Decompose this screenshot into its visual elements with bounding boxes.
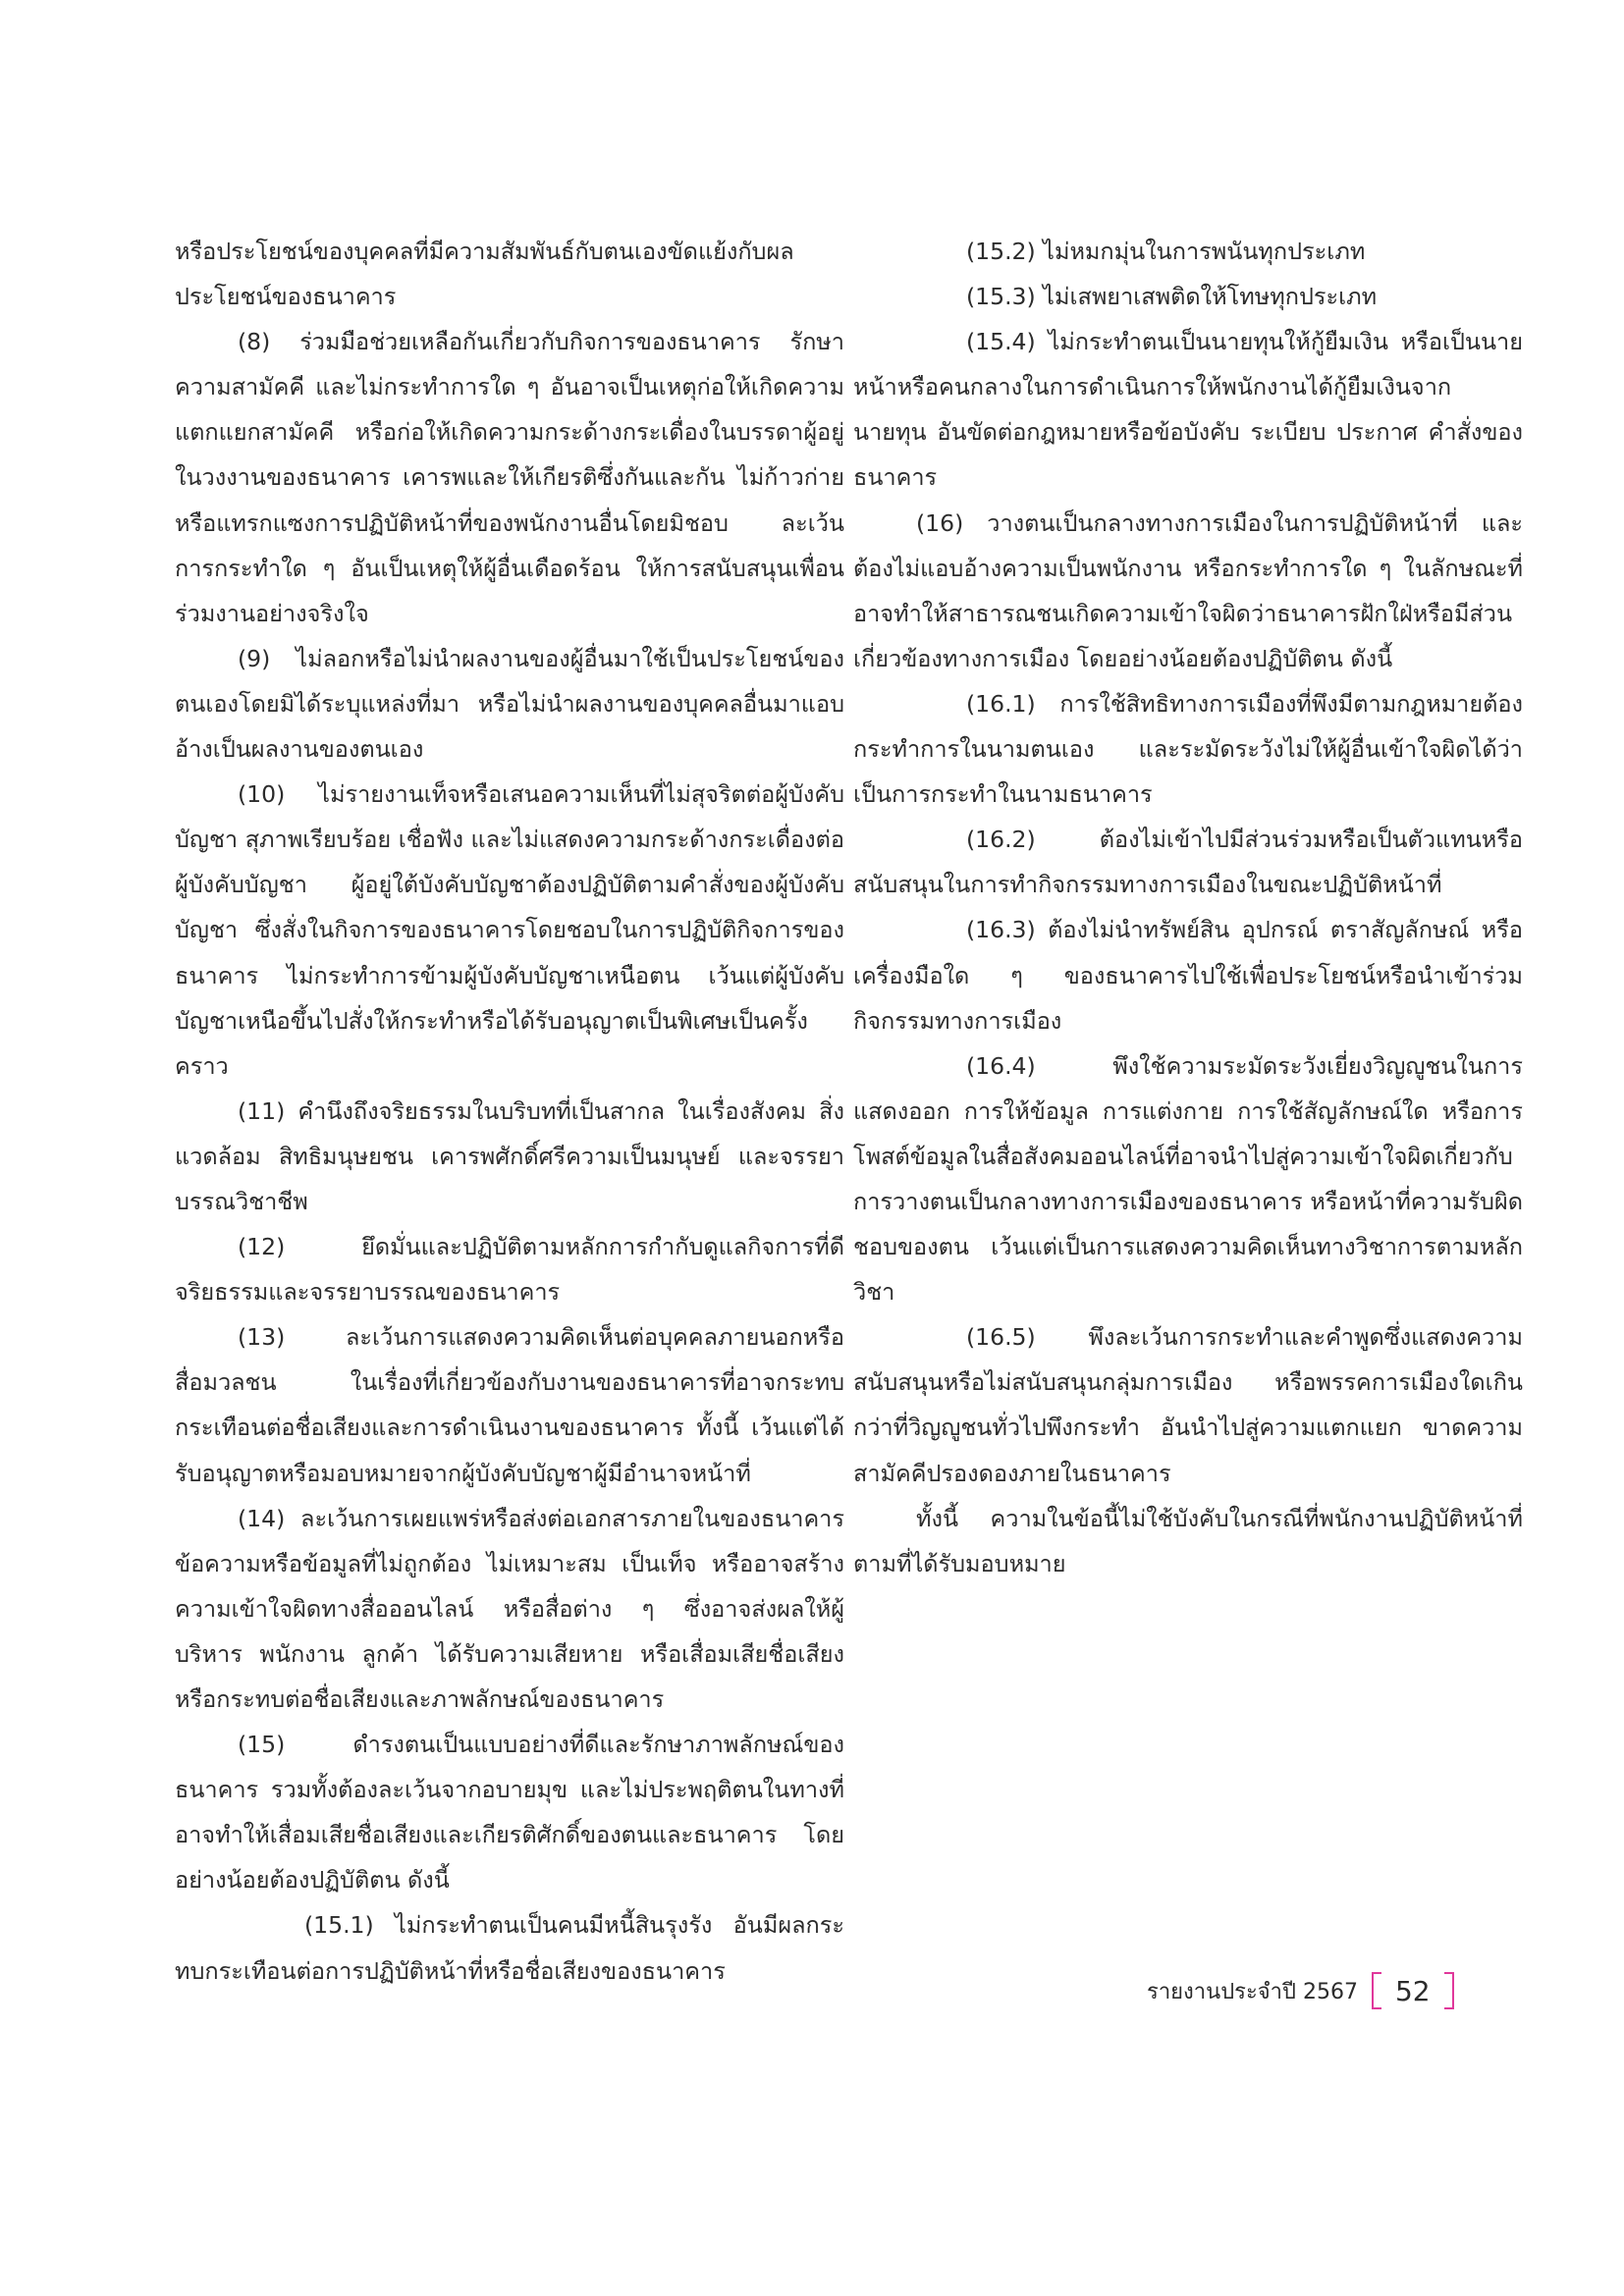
left-column (175, 229, 844, 1994)
paragraph: (13) ละเว้นการแสดงความคิดเห็นต่อบุคคลภายนอกหรือสื่อมวลชน ในเรื่องที่เกี่ยวข้องกับงานของธนาคารที่อาจกระทบกระเทือนต่อชื่อเสียงและการดำเนินงานของธนาคาร ทั้งนี้ เว้นแต่ได้รับอนุญาตหรือมอบหมายจากผู้บังคับบัญชาผู้มีอำนาจหน้าที่ (175, 1323, 844, 1487)
paragraph: (15.3) ไม่เสพยาเสพติดให้โทษทุกประเภท (966, 283, 1378, 311)
right-column (853, 229, 1523, 1586)
paragraph: (16) วางตนเป็นกลางทางการเมืองในการปฏิบัติหน้าที่ และต้องไม่แอบอ้างความเป็นพนักงาน หรือกระทำการใด ๆ ในลักษณะที่อาจทำให้สาธารณชนเกิดความเข้าใจผิดว่าธนาคารฝักใฝ่หรือมีส่วนเกี่ยวข้องทางการเมือง โดยอย่างน้อยต้องปฏิบัติตน ดังนี้ (853, 508, 1523, 672)
paragraph: หรือประโยชน์ของบุคคลที่มีความสัมพันธ์กับตนเองขัดแย้งกับผลประโยชน์ของธนาคาร (175, 238, 794, 311)
paragraph: (11) คำนึงถึงจริยธรรมในบริบทที่เป็นสากล ในเรื่องสังคม สิ่งแวดล้อม สิทธิมนุษยชน เคารพศักดิ์ศรีความเป็นมนุษย์ และจรรยาบรรณวิชาชีพ (175, 1096, 844, 1215)
left-bracket-icon (1372, 1972, 1381, 2009)
paragraph: (8) ร่วมมือช่วยเหลือกันเกี่ยวกับกิจการของธนาคาร รักษาความสามัคคี และไม่กระทำการใด ๆ อันอาจเป็นเหตุก่อให้เกิดความแตกแยกสามัคคี หรือก่อให้เกิดความกระด้างกระเดื่องในบรรดาผู้อยู่ในวงงานของธนาคาร เคารพและให้เกียรติซึ่งกันและกัน ไม่ก้าวก่ายหรือแทรกแซงการปฏิบัติหน้าที่ของพนักงานอื่นโดยมิชอบ ละเว้นการกระทำใด ๆ อันเป็นเหตุให้ผู้อื่นเดือดร้อน ให้การสนับสนุนเพื่อนร่วมงานอย่างจริงใจ (175, 328, 844, 627)
report-label: รายงานประจำปี 2567 (1147, 1979, 1358, 2004)
page-number: 52 (1394, 1974, 1431, 2007)
paragraph: (10) ไม่รายงานเท็จหรือเสนอความเห็นที่ไม่สุจริตต่อผู้บังคับบัญชา สุภาพเรียบร้อย เชื่อฟัง และไม่แสดงความกระด้างกระเดื่องต่อผู้บังคับบัญชา ผู้อยู่ใต้บังคับบัญชาต้องปฏิบัติตามคำสั่งของผู้บังคับบัญชา ซึ่งสั่งในกิจการของธนาคารโดยชอบในการปฏิบัติกิจการของธนาคาร ไม่กระทำการข้ามผู้บังคับบัญชาเหนือตน เว้นแต่ผู้บังคับบัญชาเหนือขึ้นไปสั่งให้กระทำหรือได้รับอนุญาตเป็นพิเศษเป็นครั้งคราว (175, 780, 844, 1080)
paragraph: (15.1) ไม่กระทำตนเป็นคนมีหนี้สินรุงรัง อันมีผลกระทบกระเทือนต่อการปฏิบัติหน้าที่หรือชื่อเสียงของธนาคาร (175, 1911, 844, 1985)
right-bracket-icon (1444, 1972, 1454, 2009)
paragraph: (16.3) ต้องไม่นำทรัพย์สิน อุปกรณ์ ตราสัญลักษณ์ หรือเครื่องมือใด ๆ ของธนาคารไปใช้เพื่อประโยชน์หรือนำเข้าร่วมกิจกรรมทางการเมือง (853, 916, 1523, 1035)
paragraph: (12) ยึดมั่นและปฏิบัติตามหลักการกำกับดูแลกิจการที่ดี จริยธรรมและจรรยาบรรณของธนาคาร (175, 1233, 844, 1307)
paragraph: (14) ละเว้นการเผยแพร่หรือส่งต่อเอกสารภายในของธนาคาร ข้อความหรือข้อมูลที่ไม่ถูกต้อง ไม่เหมาะสม เป็นเท็จ หรืออาจสร้างความเข้าใจผิดทางสื่อออนไลน์ หรือสื่อต่าง ๆ ซึ่งอาจส่งผลให้ผู้บริหาร พนักงาน ลูกค้า ได้รับความเสียหาย หรือเสื่อมเสียชื่อเสียง หรือกระทบต่อชื่อเสียงและภาพลักษณ์ของธนาคาร (175, 1504, 844, 1713)
paragraph: (16.1) การใช้สิทธิทางการเมืองที่พึงมีตามกฎหมายต้องกระทำการในนามตนเอง และระมัดระวังไม่ให้ผู้อื่นเข้าใจผิดได้ว่าเป็นการกระทำในนามธนาคาร (853, 689, 1523, 809)
paragraph: (16.2) ต้องไม่เข้าไปมีส่วนร่วมหรือเป็นตัวแทนหรือสนับสนุนในการทำกิจกรรมทางการเมืองในขณะปฏิบัติหน้าที่ (853, 826, 1523, 899)
paragraph: (15.2) ไม่หมกมุ่นในการพนันทุกประเภท (966, 238, 1366, 265)
paragraph: (15) ดำรงตนเป็นแบบอย่างที่ดีและรักษาภาพลักษณ์ของธนาคาร รวมทั้งต้องละเว้นจากอบายมุข และไม่ประพฤติตนในทางที่อาจทำให้เสื่อมเสียชื่อเสียงและเกียรติศักดิ์ของตนและธนาคาร โดยอย่างน้อยต้องปฏิบัติตน ดังนี้ (175, 1731, 844, 1895)
paragraph: (15.4) ไม่กระทำตนเป็นนายทุนให้กู้ยืมเงิน หรือเป็นนายหน้าหรือคนกลางในการดำเนินการให้พนักงานได้กู้ยืมเงินจากนายทุน อันขัดต่อกฎหมายหรือข้อบังคับ ระเบียบ ประกาศ คำสั่งของธนาคาร (853, 328, 1523, 492)
page-footer (1147, 1971, 1454, 2010)
paragraph: (16.4) พึงใช้ความระมัดระวังเยี่ยงวิญญูชนในการแสดงออก การให้ข้อมูล การแต่งกาย การใช้สัญลักษณ์ใด หรือการโพสต์ข้อมูลในสื่อสังคมออนไลน์ที่อาจนำไปสู่ความเข้าใจผิดเกี่ยวกับการวางตนเป็นกลางทางการเมืองของธนาคาร หรือหน้าที่ความรับผิดชอบของตน เว้นแต่เป็นการแสดงความคิดเห็นทางวิชาการตามหลักวิชา (853, 1051, 1523, 1307)
paragraph: (9) ไม่ลอกหรือไม่นำผลงานของผู้อื่นมาใช้เป็นประโยชน์ของตนเองโดยมิได้ระบุแหล่งที่มา หรือไม่นำผลงานของบุคคลอื่นมาแอบอ้างเป็นผลงานของตนเอง (175, 644, 844, 764)
paragraph: (16.5) พึงละเว้นการกระทำและคำพูดซึ่งแสดงความสนับสนุนหรือไม่สนับสนุนกลุ่มการเมือง หรือพรรคการเมืองใดเกินกว่าที่วิญญูชนทั่วไปพึงกระทำ อันนำไปสู่ความแตกแยก ขาดความสามัคคีปรองดองภายในธนาคาร (853, 1323, 1523, 1487)
paragraph: ทั้งนี้ ความในข้อนี้ไม่ใช้บังคับในกรณีที่พนักงานปฏิบัติหน้าที่ตามที่ได้รับมอบหมาย (853, 1504, 1523, 1577)
